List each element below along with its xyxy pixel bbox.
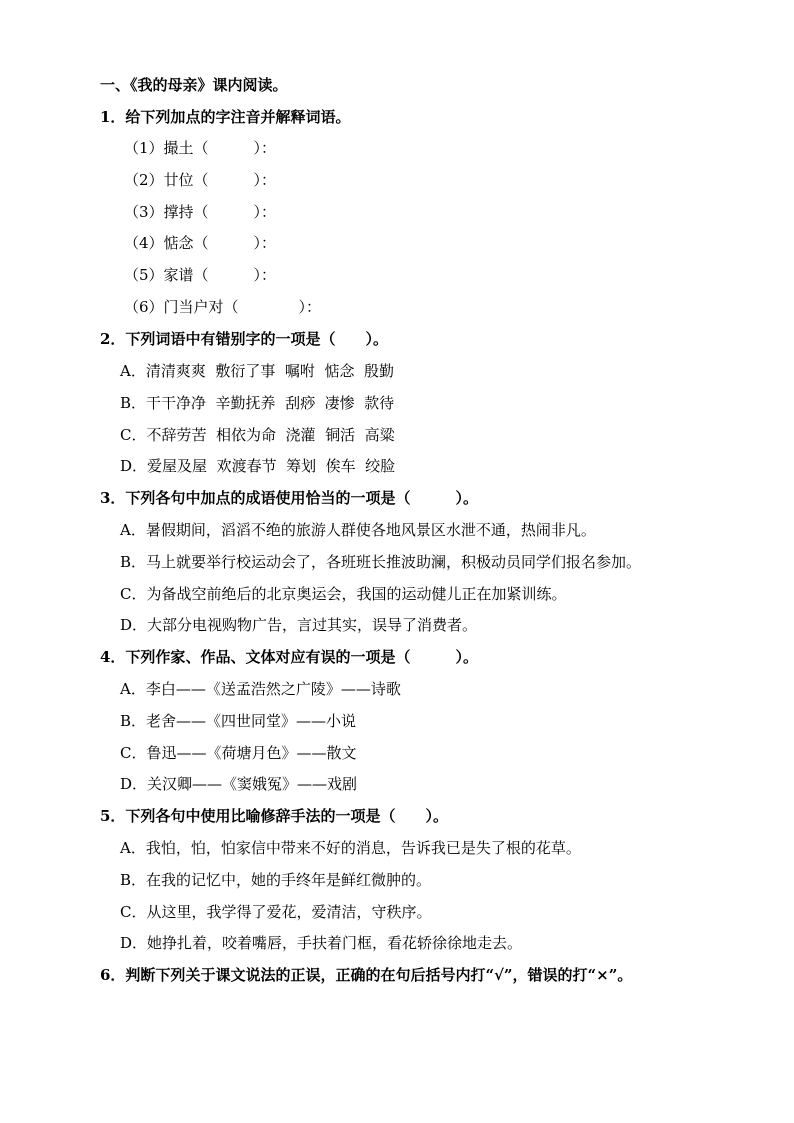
question-3-option: A．暑假期间，滔滔不绝的旅游人群使各地风景区水泄不通，热闹非凡。 [120,521,596,539]
question-1-item: （4）惦念（ ）： [124,234,277,252]
question-3-option: B．马上就要举行校运动会了，各班班长推波助澜，积极动员同学们报名参加。 [120,553,642,571]
question-5-option: A．我怕，怕，怕家信中带来不好的消息，告诉我已是失了根的花草。 [120,839,581,857]
question-2-stem: 2．下列词语中有错别字的一项是（ ）。 [100,330,388,348]
question-3-stem: 3．下列各句中加点的成语使用恰当的一项是（ ）。 [100,489,478,507]
question-3-option: C．为备战空前绝后的北京奥运会，我国的运动健儿正在加紧训练。 [120,585,567,603]
section-title: 一、《我的母亲》课内阅读。 [100,76,288,94]
question-4-stem: 4．下列作家、作品、文体对应有误的一项是（ ）。 [100,648,478,666]
question-5-option: D．她挣扎着，咬着嘴唇，手扶着门框，看花轿徐徐地走去。 [120,934,523,952]
question-2-option: A．清清爽爽 敷衍了事 嘱咐 惦念 殷勤 [120,362,394,380]
question-4-option: B．老舍——《四世同堂》——小说 [120,712,357,730]
question-2-option: C．不辞劳苦 相依为命 浇灌 铜活 高粱 [120,426,395,444]
question-5-stem: 5．下列各句中使用比喻修辞手法的一项是（ ）。 [100,807,448,825]
question-5-option: C．从这里，我学得了爱花，爱清洁，守秩序。 [120,903,432,921]
question-2-option: B．干干净净 辛勤抚养 刮痧 凄惨 款待 [120,394,395,412]
question-5-option: B．在我的记忆中，她的手终年是鲜红微肿的。 [120,871,432,889]
question-2-option: D．爱屋及屋 欢渡春节 筹划 俟车 绞脸 [120,457,396,475]
question-1-item: （5）家谱（ ）： [124,266,277,284]
question-4-option: C．鲁迅——《荷塘月色》——散文 [120,744,357,762]
question-1-item: （1）撮土（ ）： [124,139,277,157]
question-6-stem: 6．判断下列关于课文说法的正误，正确的在句后括号内打“√”，错误的打“×”。 [100,966,633,984]
question-4-option: A．李白——《送孟浩然之广陵》——诗歌 [120,680,401,698]
question-1-item: （6）门当户对（ ）： [124,298,322,316]
question-3-option: D．大部分电视购物广告，言过其实，误导了消费者。 [120,616,478,634]
question-1-item: （2）廿位（ ）： [124,171,277,189]
question-1-item: （3）撑持（ ）： [124,203,277,221]
question-4-option: D．关汉卿——《窦娥冤》——戏剧 [120,775,358,793]
question-1-stem: 1．给下列加点的字注音并解释词语。 [100,108,351,126]
